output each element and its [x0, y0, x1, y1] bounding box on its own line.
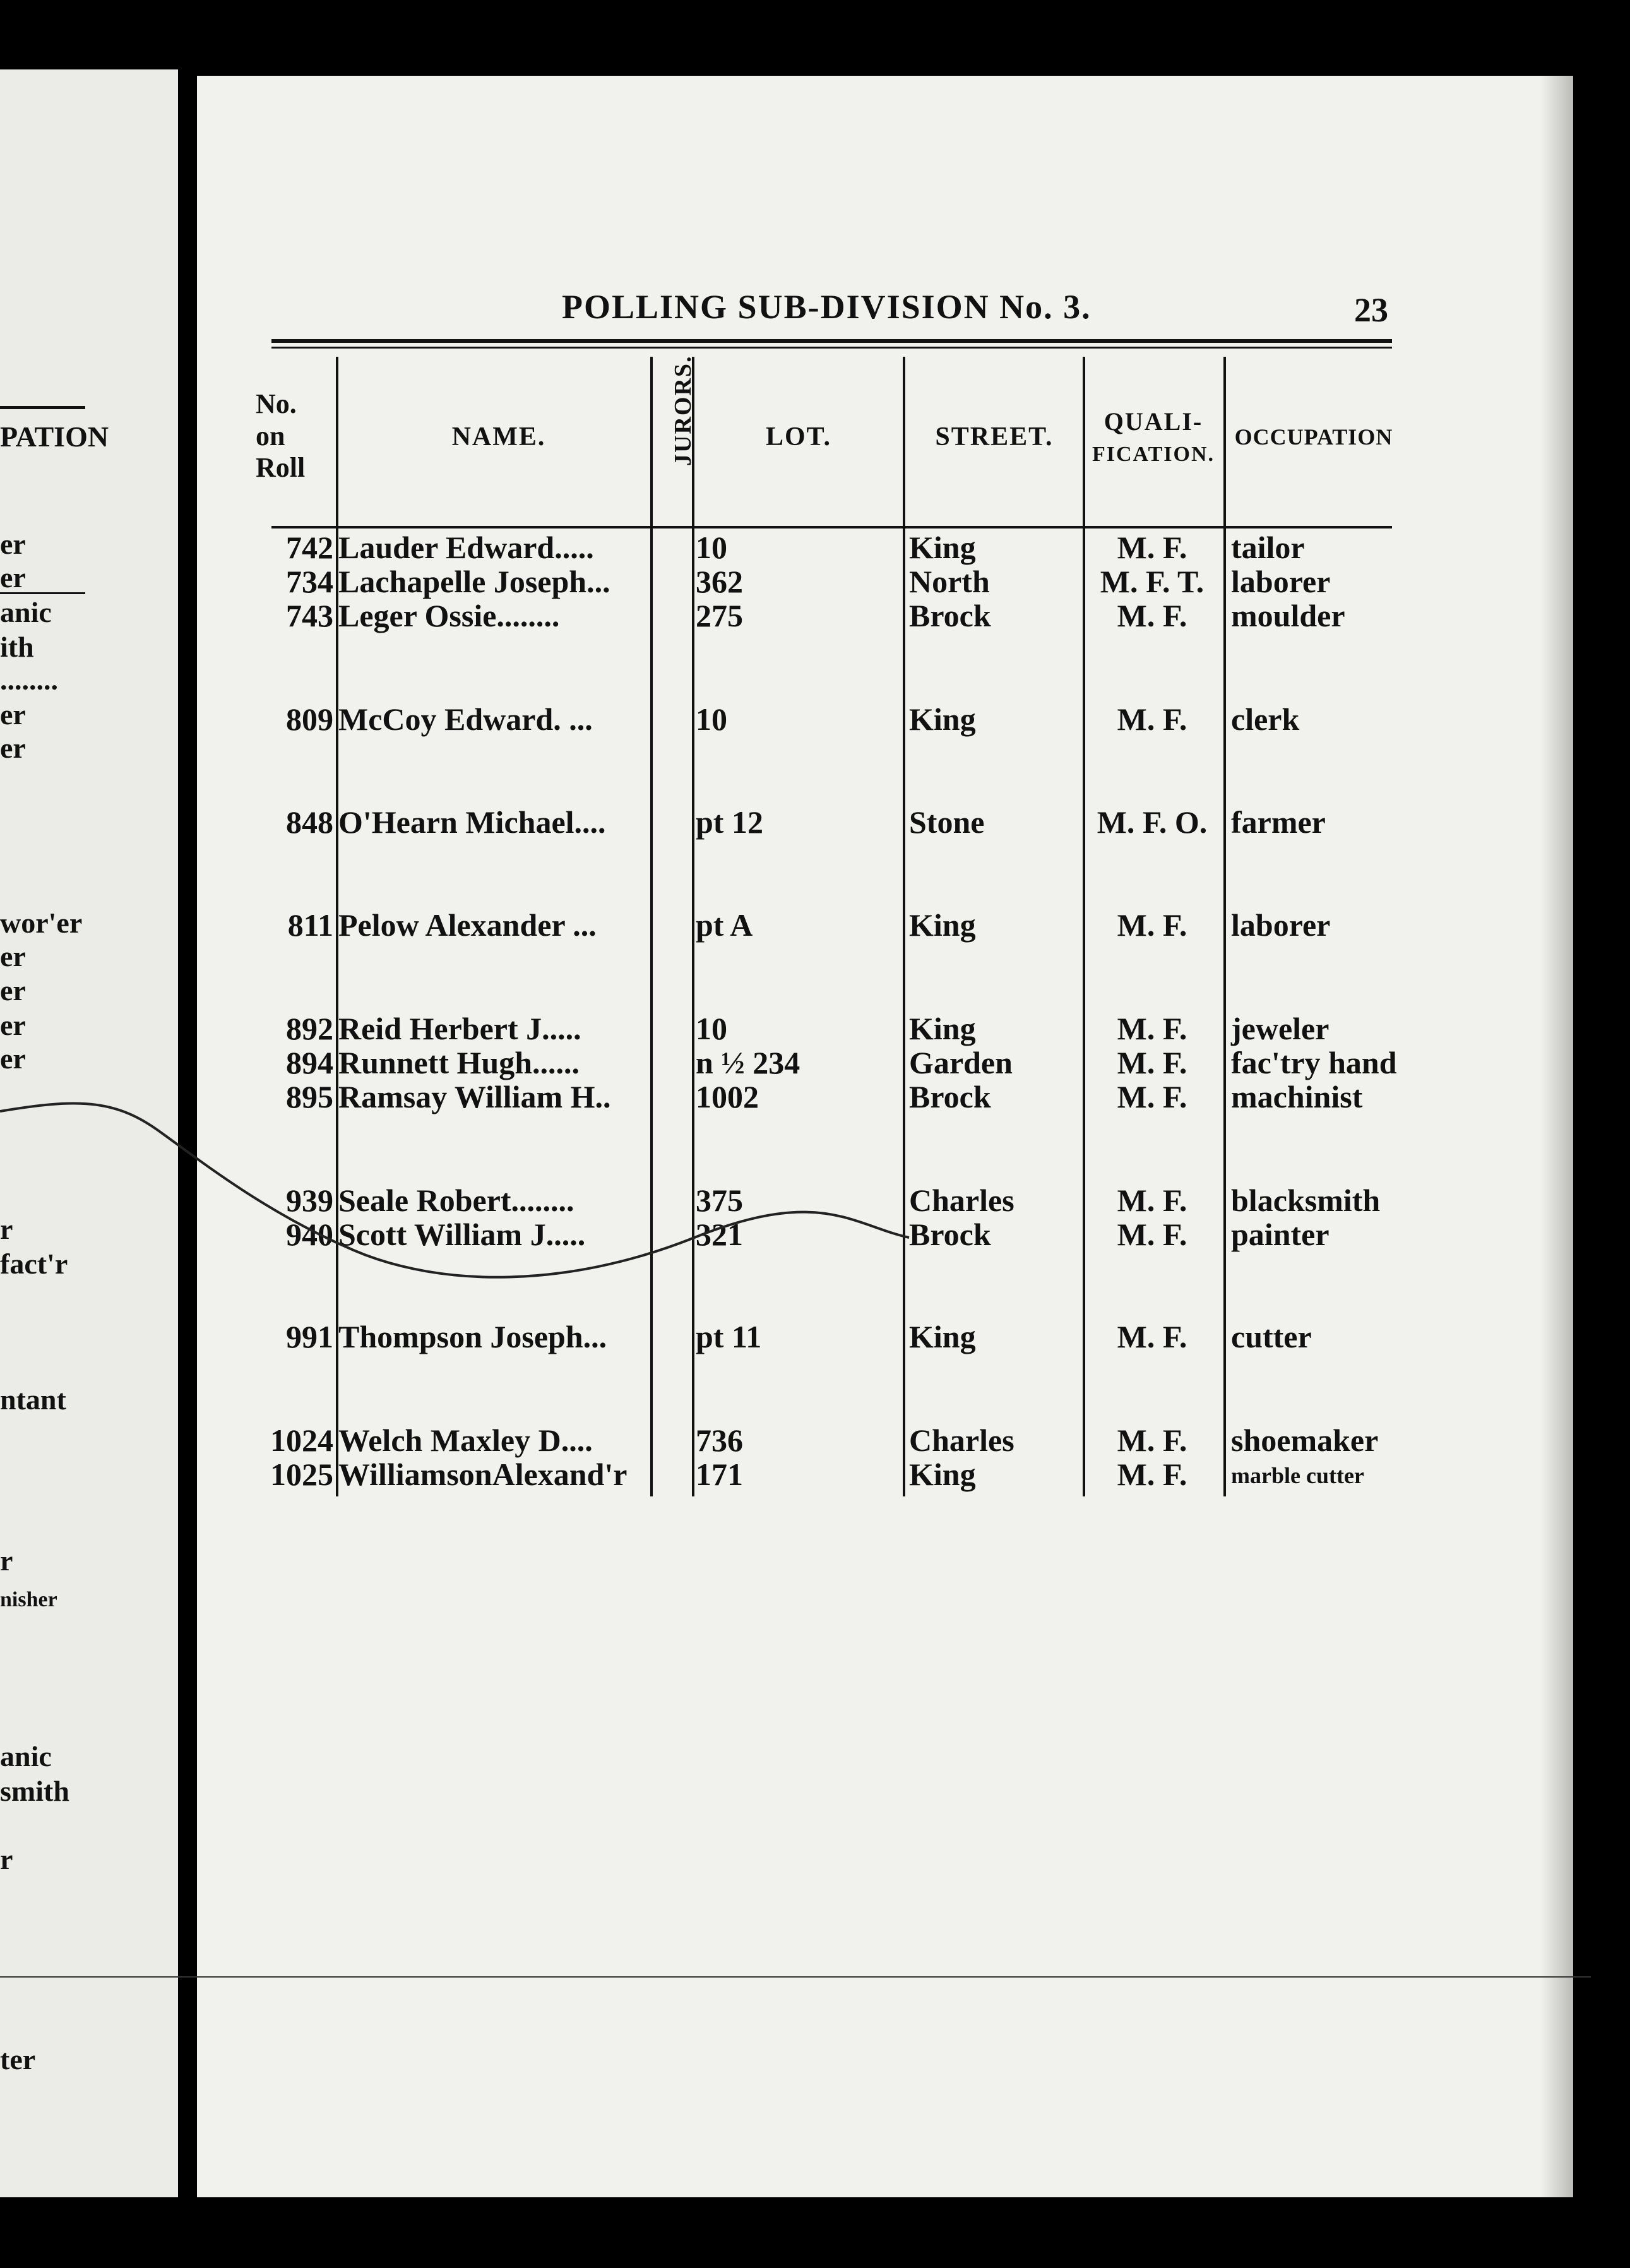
roll-number: 734: [286, 564, 333, 599]
left-fragment: er: [0, 1009, 26, 1041]
left-fragment: smith: [0, 1775, 69, 1807]
lot: 10: [696, 701, 727, 737]
column-header-lot: LOT.: [765, 422, 832, 451]
qualification: M. F.: [1117, 1217, 1187, 1252]
qualification: M. F.: [1117, 530, 1187, 565]
street: King: [909, 1319, 976, 1354]
occupation: laborer: [1231, 907, 1331, 943]
qualification: M. F.: [1117, 907, 1187, 943]
page-number: 23: [1354, 291, 1388, 329]
roll-number: 811: [287, 907, 333, 943]
roll-number: 742: [286, 530, 333, 565]
occupation: farmer: [1231, 804, 1326, 840]
occupation: jeweler: [1231, 1011, 1330, 1046]
page-fold-line: [0, 1976, 1591, 1978]
roll-number: 809: [286, 701, 333, 737]
left-fragment: er: [0, 561, 26, 594]
qualification: M. F.: [1117, 701, 1187, 737]
voter-name: O'Hearn Michael....: [338, 804, 606, 840]
occupation: painter: [1231, 1217, 1330, 1252]
left-fragment: ........: [0, 664, 58, 696]
voter-name: Ramsay William H..: [338, 1079, 611, 1114]
column-header-jurors: JURORS.: [670, 355, 696, 466]
qualification: M. F.: [1117, 1079, 1187, 1114]
left-fragment: r: [0, 1544, 13, 1577]
voter-name: Seale Robert........: [338, 1183, 574, 1218]
qualification: M. F.: [1117, 598, 1187, 633]
left-fragment: er: [0, 698, 26, 731]
street: Charles: [909, 1423, 1014, 1458]
left-fragment: er: [0, 974, 26, 1006]
left-fragment: PATION: [0, 421, 109, 453]
left-fragment: anic: [0, 596, 52, 628]
street: King: [909, 530, 976, 565]
qualification: M. F.: [1117, 1457, 1187, 1492]
voter-name: WilliamsonAlexand'r: [338, 1457, 628, 1492]
roll-number: 1025: [270, 1457, 333, 1492]
left-fragment: r: [0, 1843, 13, 1875]
occupation: blacksmith: [1231, 1183, 1381, 1218]
voter-name: McCoy Edward. ...: [338, 701, 593, 737]
roll-number: 848: [286, 804, 333, 840]
left-fragment: ter: [0, 2043, 36, 2075]
lot: 736: [696, 1423, 743, 1458]
voter-name: Lauder Edward.....: [338, 530, 594, 565]
lot: 10: [696, 1011, 727, 1046]
left-fragment: er: [0, 732, 26, 764]
left-fragment: anic: [0, 1740, 52, 1772]
roll-number: 895: [286, 1079, 333, 1114]
qualification: M. F.: [1117, 1045, 1187, 1080]
left-fragment: ith: [0, 631, 34, 663]
roll-number: 991: [286, 1319, 333, 1354]
street: King: [909, 907, 976, 943]
street: Garden: [909, 1045, 1013, 1080]
voter-name: Pelow Alexander ...: [338, 907, 597, 943]
street: Brock: [909, 1079, 991, 1114]
column-header-qualification: QUALI-: [1104, 407, 1203, 436]
qualification: M. F.: [1117, 1423, 1187, 1458]
column-header-qualification-2: FICATION.: [1092, 443, 1215, 466]
occupation: moulder: [1231, 598, 1345, 633]
left-fragment: r: [0, 1213, 13, 1245]
voter-name: Reid Herbert J.....: [338, 1011, 581, 1046]
left-fragment: er: [0, 528, 26, 560]
street: North: [909, 564, 990, 599]
occupation: laborer: [1231, 564, 1331, 599]
lot: pt 12: [696, 804, 763, 840]
roll-number: 940: [286, 1217, 333, 1252]
occupation: fac'try hand: [1231, 1045, 1397, 1080]
left-fragment: fact'r: [0, 1248, 68, 1280]
qualification: M. F.: [1117, 1319, 1187, 1354]
lot: pt 11: [696, 1319, 762, 1354]
lot: 1002: [696, 1079, 759, 1114]
occupation: tailor: [1231, 530, 1305, 565]
page-title: POLLING SUB-DIVISION No. 3.: [562, 288, 1092, 326]
lot: 362: [696, 564, 743, 599]
roll-number: 892: [286, 1011, 333, 1046]
street: King: [909, 1011, 976, 1046]
qualification: M. F.: [1117, 1011, 1187, 1046]
street: Brock: [909, 598, 991, 633]
occupation: cutter: [1231, 1319, 1312, 1354]
street: Stone: [909, 804, 985, 840]
column-header-street: STREET.: [935, 422, 1054, 451]
street: King: [909, 701, 976, 737]
lot: 275: [696, 598, 743, 633]
roll-number: 743: [286, 598, 333, 633]
voter-name: Leger Ossie........: [338, 598, 560, 633]
column-header-occupation: OCCUPATION: [1234, 424, 1393, 450]
left-fragment: ntant: [0, 1383, 66, 1416]
left-fragment: er: [0, 1042, 26, 1075]
qualification: M. F. O.: [1097, 804, 1208, 840]
lot: n ½ 234: [696, 1045, 800, 1080]
occupation: shoemaker: [1231, 1423, 1379, 1458]
occupation: marble cutter: [1231, 1463, 1364, 1488]
voter-name: Welch Maxley D....: [338, 1423, 593, 1458]
lot: 171: [696, 1457, 743, 1492]
voter-name: Scott William J.....: [338, 1217, 586, 1252]
roll-number: 939: [286, 1183, 333, 1218]
lot: 375: [696, 1183, 743, 1218]
roll-number: 894: [286, 1045, 333, 1080]
occupation: clerk: [1231, 701, 1300, 737]
lot: pt A: [696, 907, 753, 943]
left-fragment: wor'er: [0, 907, 83, 939]
lot: 10: [696, 530, 727, 565]
lot: 321: [696, 1217, 743, 1252]
voter-name: Lachapelle Joseph...: [338, 564, 610, 599]
voter-name: Runnett Hugh......: [338, 1045, 580, 1080]
qualification: M. F.: [1117, 1183, 1187, 1218]
street: Brock: [909, 1217, 991, 1252]
roll-number: 1024: [270, 1423, 333, 1458]
left-fragment: nisher: [0, 1588, 57, 1611]
column-header-name: NAME.: [451, 422, 546, 451]
occupation: machinist: [1231, 1079, 1363, 1114]
street: King: [909, 1457, 976, 1492]
column-header-roll: No. on Roll: [256, 388, 306, 484]
street: Charles: [909, 1183, 1014, 1218]
left-fragment: er: [0, 940, 26, 972]
qualification: M. F. T.: [1100, 564, 1205, 599]
voter-name: Thompson Joseph...: [338, 1319, 607, 1354]
